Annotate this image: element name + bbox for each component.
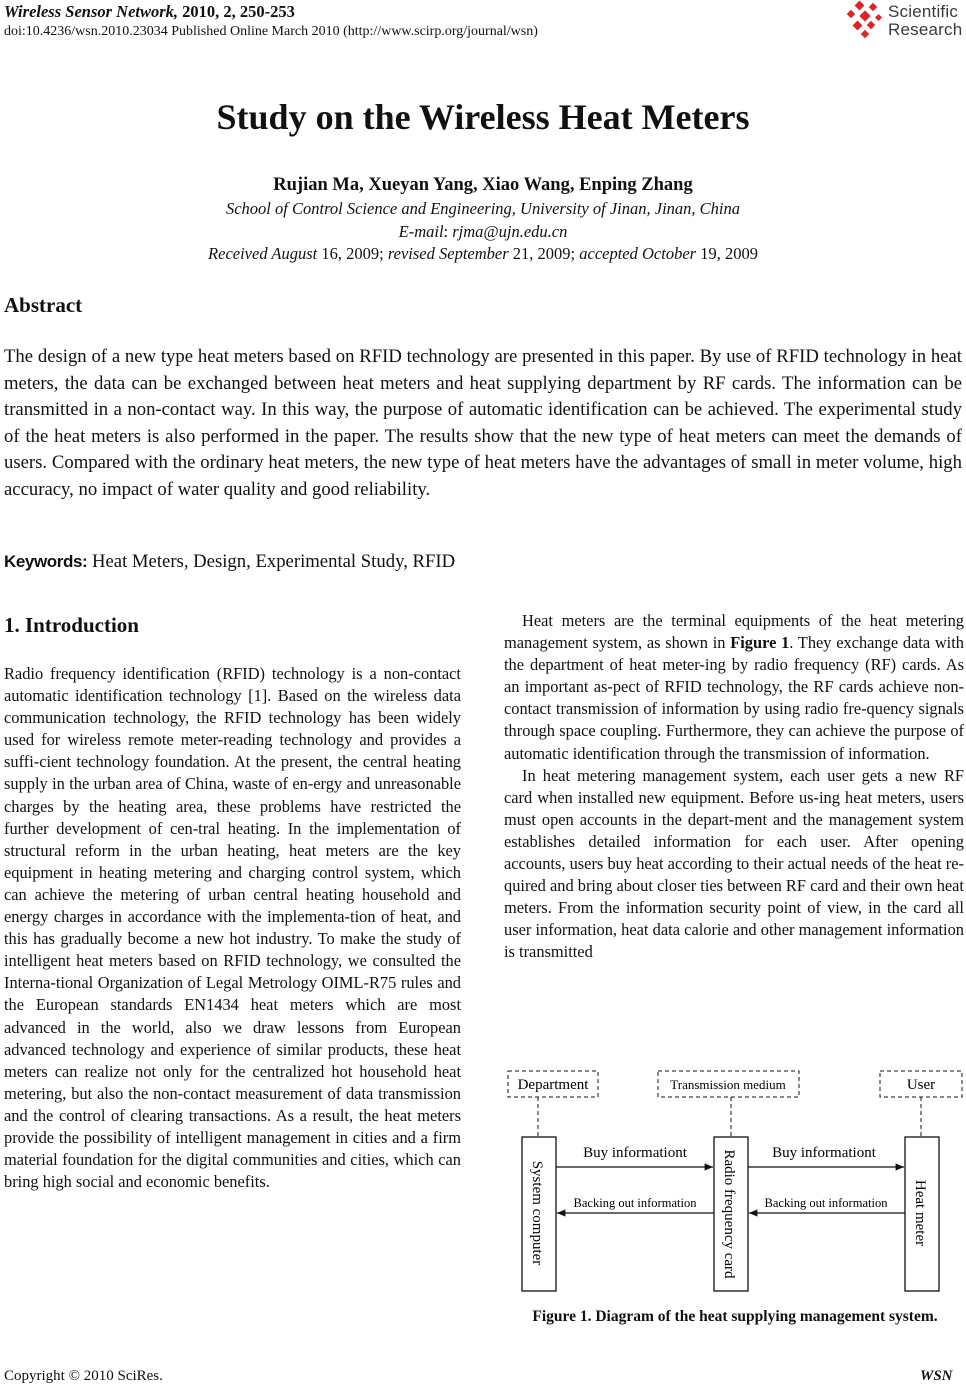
figure-caption: Figure 1. Diagram of the heat supplying management system. — [532, 1308, 938, 1325]
intro-left-column: Radio frequency identification (RFID) technology is a non-contact automatic identification technology [1]. Based on the wireless data communication technology, the RFID technology has been widely used for wireless remote meter-reading technology and provides a suffi-cient technology foundation. At the present, the central heating supply in the urban area of China, waste of en-ergy and unreasonable charges by the heating area, these problems have restricted the further development of cen-tral heating. In the implementation of structural reform in the urban heating, heat meters are the key equipment in heating metering and charging control system, which can achieve the metering of urban central heating household and energy charges in accordance with the implementa-tion of heat, and this has gradually become a new hot industry. To make the study of intelligent heat meters based on RFID technology, we consulted the Interna-tional Organization of Legal Metrology OIML-R75 rules and the European standards EN1434 heat meters which are most advanced in the world, also we draw lessons from European advanced technology and experience of similar products, these heat meters can realize not only for the centralized hot household heat metering, but also the non-contact measurement of data transmission and the control of clearing transactions. As a result, the heat meters provide the possibility of intelligent management in cities and a firm material foundation for the digital communities and cities, which can bring high social and economic benefits. — [4, 664, 461, 1192]
abstract-text: The design of a new type heat meters based on RFID technology are presented in this paper. By use of RFID technology in heat meters, the data can be exchanged between heat meters and heat supplying department by RF cards. The information can be transmitted in a non-contact way. In this way, the purpose of automatic identification can be achieved. The experimental study of the heat meters is also performed in the paper. The results show that the new type of heat meters can meet the demands of users. Compared with the ordinary heat meters, the new type of heat meters have the advantages of small in meter volume, high accuracy, no impact of water quality and good reliability. — [4, 346, 962, 500]
backing-out-label-1: Backing out information — [573, 1196, 697, 1210]
authors: Rujian Ma, Xueyan Yang, Xiao Wang, Enping Zhang — [273, 175, 693, 195]
paper-title: Study on the Wireless Heat Meters — [216, 97, 750, 137]
right-paragraph-1 — [504, 610, 964, 765]
introduction-heading: 1. Introduction — [4, 613, 139, 637]
revised-label: revised September — [387, 244, 509, 263]
user-label: User — [906, 1077, 936, 1093]
received-date: 16, 2009; — [317, 244, 388, 263]
journal-citation — [4, 2, 295, 22]
heat-system-diagram — [504, 1065, 966, 1297]
right-paragraph-2: In heat metering management system, each user gets a new RF card when installed new equipment. Before us-ing heat meters, users must open accounts in the depart-ment and the management system establishes detailed information for each user. After opening accounts, users buy heat according to their actual needs of the heat re-quired and bring about closer ties between RF card and their own heat meters. From the information security point of view, in the card all user information, heat data calorie and other management information is transmitted — [504, 765, 964, 962]
heat-meter-label: Heat meter — [912, 1179, 928, 1247]
right-p1-text-b: . They exchange data with the department of heat meter-ing by radio frequency (RF) cards. As an important as-pect of RFID technology, the RF cards achieve non-contact transmission of information by using radio fre-quency signals through space coupling. Furthermore, they can achieve the purpose of automatic identification through the transmission of information. — [504, 633, 964, 763]
abstract-heading: Abstract — [4, 293, 83, 317]
email-line: E-mail: rjma@ujn.edu.cn — [398, 222, 568, 241]
department-label: Department — [517, 1077, 589, 1093]
affiliation: School of Control Science and Engineering, University of Jinan, Jinan, China — [225, 199, 740, 218]
journal-name: Wireless Sensor Network, — [4, 2, 179, 21]
accepted-label: accepted October — [579, 244, 697, 263]
radio-frequency-card-label: Radio frequency card — [721, 1149, 737, 1279]
email-address: rjma@ujn.edu.cn — [452, 222, 568, 241]
figure-reference: Figure 1 — [730, 633, 790, 653]
logo-line-2: Research — [888, 20, 963, 39]
logo-text — [888, 3, 962, 39]
transmission-medium-label: Transmission medium — [670, 1077, 786, 1092]
revised-date: 21, 2009; — [508, 244, 580, 263]
received-label: Received August — [208, 244, 318, 263]
logo-line-1: Scientific — [888, 2, 959, 21]
copyright: Copyright © 2010 SciRes. — [4, 1368, 163, 1384]
keywords-label: Keywords: — [4, 552, 88, 571]
journal-abbrev: WSN — [920, 1368, 953, 1384]
dates-line — [0, 244, 966, 264]
buy-info-label-1: Buy informationt — [583, 1145, 687, 1161]
volume-pages: 2010, 2, 250-253 — [178, 2, 295, 21]
backing-out-label-2: Backing out information — [764, 1196, 888, 1210]
right-p1-text-a: Heat meters are the terminal equipments of the heat metering management system, as shown in — [504, 611, 964, 653]
intro-right-column — [504, 610, 964, 964]
keywords-line — [4, 550, 455, 574]
doi-line: doi:10.4236/wsn.2010.23034 Published Online March 2010 (http://www.scirp.org/journal/wsn) — [4, 24, 538, 39]
keywords-list: Heat Meters, Design, Experimental Study, RFID — [87, 551, 456, 572]
system-computer-label: System computer — [529, 1160, 545, 1266]
accepted-date: 19, 2009 — [696, 244, 758, 263]
buy-info-label-2: Buy informationt — [772, 1145, 876, 1161]
email-label: E-mail — [398, 222, 444, 241]
